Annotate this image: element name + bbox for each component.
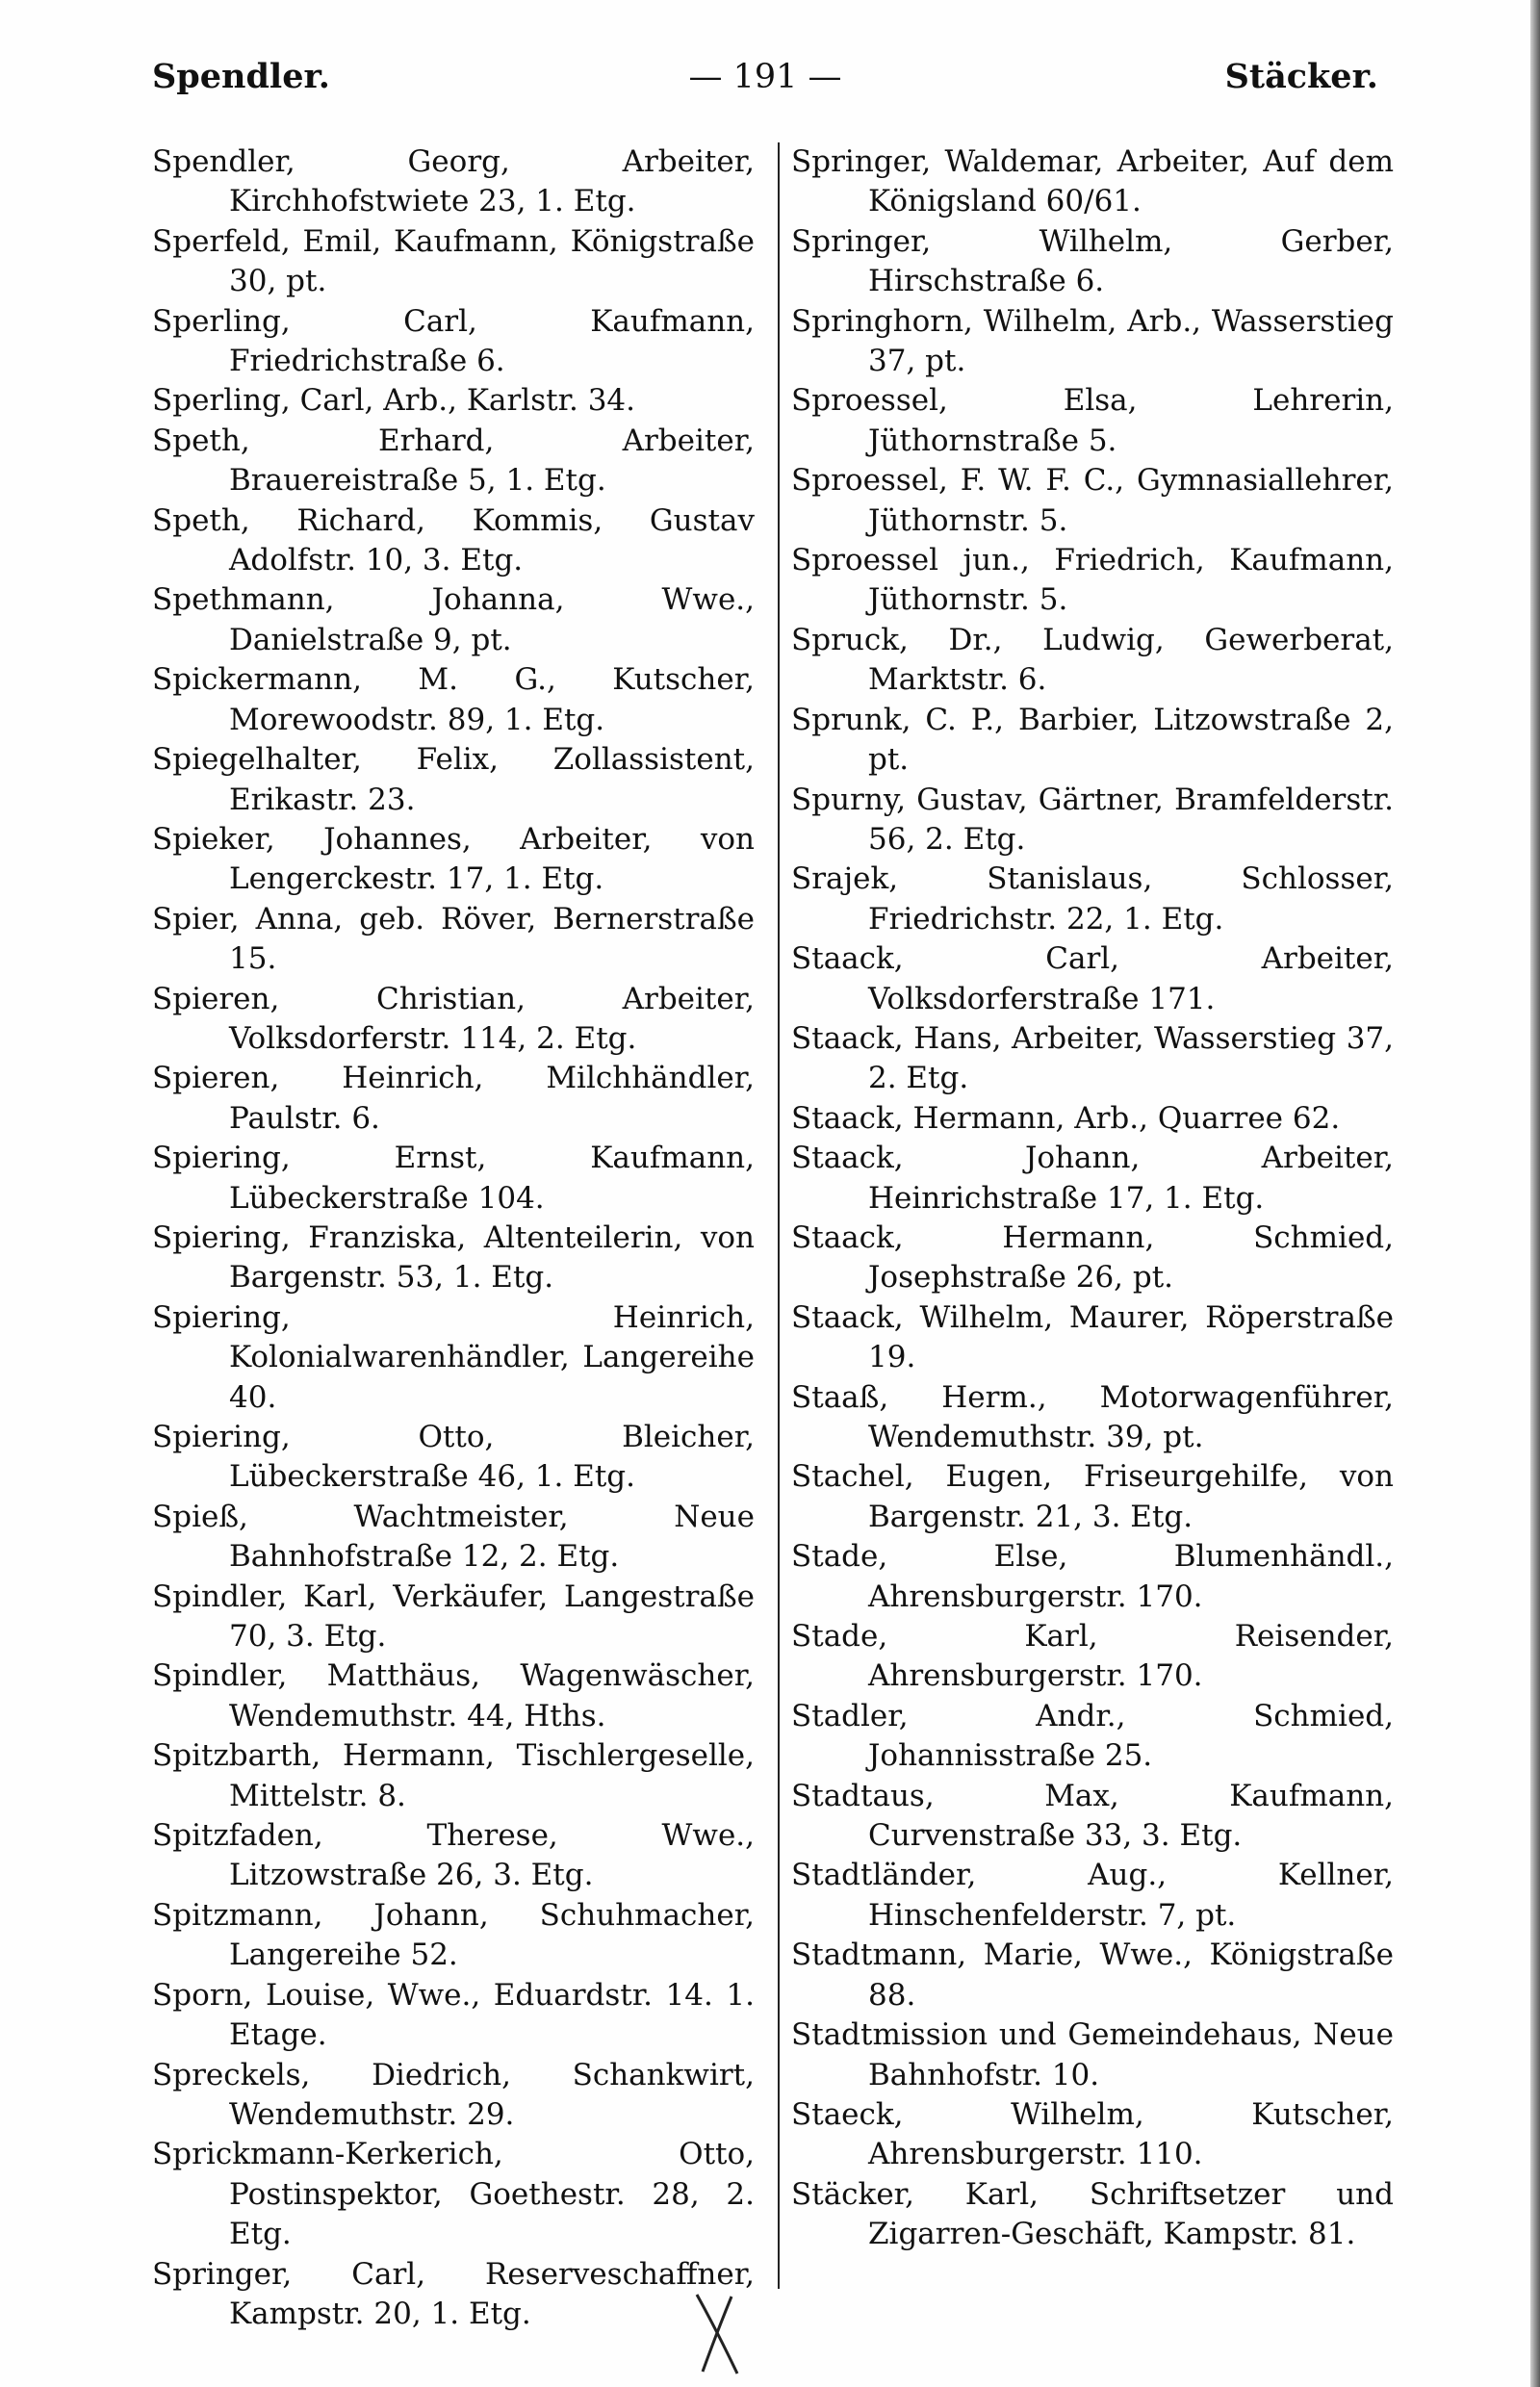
directory-entry: Sporn, Louise, Wwe., Eduardstr. 14. 1. Etage.: [152, 1977, 755, 2053]
directory-entry: Spieker, Johannes, Arbeiter, von Lengerckestr. 17, 1. Etg.: [152, 821, 755, 897]
directory-entry: Spreckels, Diedrich, Schankwirt, Wendemuthstr. 29.: [152, 2057, 755, 2132]
directory-entry: Stadtländer, Aug., Kellner, Hinschenfelderstr. 7, pt.: [791, 1858, 1394, 1933]
directory-entry: Spier, Anna, geb. Röver, Bernerstraße 15.: [152, 901, 755, 977]
directory-entry: Spiering, Heinrich, Kolonialwarenhändler, Langereihe 40.: [152, 1299, 755, 1415]
directory-entry: Spieren, Christian, Arbeiter, Volksdorferstr. 114, 2. Etg.: [152, 981, 755, 1056]
directory-entry: Spieren, Heinrich, Milchhändler, Paulstr. 6.: [152, 1061, 755, 1136]
page-edge: [1530, 0, 1540, 2387]
directory-entry: Sproessel, Elsa, Lehrerin, Jüthornstraße 5.: [791, 383, 1394, 458]
directory-entry: Springer, Wilhelm, Gerber, Hirschstraße 6.: [791, 223, 1394, 299]
directory-entry: Stade, Else, Blumenhändl., Ahrensburgerstr. 170.: [791, 1539, 1394, 1614]
directory-entry: Spurny, Gustav, Gärtner, Bramfelderstr. 56, 2. Etg.: [791, 782, 1394, 857]
left-column: [152, 142, 755, 2334]
directory-entry: Speth, Richard, Kommis, Gustav Adolfstr. 10, 3. Etg.: [152, 502, 755, 578]
directory-entry: Spiegelhalter, Felix, Zollassistent, Erikastr. 23.: [152, 742, 755, 817]
column-divider: [778, 142, 780, 2289]
directory-entry: Staack, Wilhelm, Maurer, Röperstraße 19.: [791, 1299, 1394, 1375]
directory-entry: Staack, Johann, Arbeiter, Heinrichstraße 17, 1. Etg.: [791, 1141, 1394, 1216]
directory-entry: Springer, Waldemar, Arbeiter, Auf dem Königsland 60/61.: [791, 144, 1394, 219]
directory-entry: Sperfeld, Emil, Kaufmann, Königstraße 30, pt.: [152, 223, 755, 299]
directory-entry: Spiering, Franziska, Altenteilerin, von Bargenstr. 53, 1. Etg.: [152, 1219, 755, 1296]
page-number: — 191 —: [688, 58, 842, 96]
directory-entry: Spitzbarth, Hermann, Tischlergeselle, Mittelstr. 8.: [152, 1738, 755, 1813]
directory-entry: Stadtaus, Max, Kaufmann, Curvenstraße 33, 3. Etg.: [791, 1778, 1394, 1854]
directory-entry: Spieß, Wachtmeister, Neue Bahnhofstraße 12, 2. Etg.: [152, 1499, 755, 1575]
directory-entry: Sprickmann-Kerkerich, Otto, Postinspektor, Goethestr. 28, 2. Etg.: [152, 2137, 755, 2252]
directory-entry: Staack, Hermann, Schmied, Josephstraße 26, pt.: [791, 1219, 1394, 1296]
directory-entry: Spickermann, M. G., Kutscher, Morewoodstr. 89, 1. Etg.: [152, 662, 755, 737]
pencil-cross-mark: [689, 2291, 747, 2377]
directory-entry: Srajek, Stanislaus, Schlosser, Friedrichstr. 22, 1. Etg.: [791, 861, 1394, 937]
header-first-entry: Spendler.: [152, 57, 330, 96]
directory-entry: Springer, Carl, Reserveschaffner, Kampstr. 20, 1. Etg.: [152, 2256, 755, 2331]
directory-entry: Spitzfaden, Therese, Wwe., Litzowstraße 26, 3. Etg.: [152, 1818, 755, 1893]
directory-entry: Staack, Carl, Arbeiter, Volksdorferstraße 171.: [791, 941, 1394, 1016]
directory-entry: Spiering, Otto, Bleicher, Lübeckerstraße 46, 1. Etg.: [152, 1420, 755, 1495]
directory-entry: Sperling, Carl, Arb., Karlstr. 34.: [152, 383, 636, 419]
directory-entry: Spruck, Dr., Ludwig, Gewerberat, Marktstr. 6.: [791, 622, 1394, 698]
header-last-entry: Stäcker.: [1224, 57, 1378, 96]
directory-entry: Stadtmission und Gemeindehaus, Neue Bahnhofstr. 10.: [791, 2017, 1394, 2092]
directory-entry: Stadler, Andr., Schmied, Johannisstraße 25.: [791, 1698, 1394, 1774]
directory-entry: Staack, Hans, Arbeiter, Wasserstieg 37, 2. Etg.: [791, 1020, 1394, 1096]
directory-entry: Sperling, Carl, Kaufmann, Friedrichstraße 6.: [152, 303, 755, 379]
directory-entry: Springhorn, Wilhelm, Arb., Wasserstieg 37, pt.: [791, 303, 1394, 379]
directory-entry: Spindler, Matthäus, Wagenwäscher, Wendemuthstr. 44, Hths.: [152, 1658, 755, 1733]
directory-entry: Speth, Erhard, Arbeiter, Brauereistraße 5, 1. Etg.: [152, 423, 755, 499]
directory-entry: Stadtmann, Marie, Wwe., Königstraße 88.: [791, 1938, 1394, 2013]
directory-entry: Staeck, Wilhelm, Kutscher, Ahrensburgerstr. 110.: [791, 2096, 1394, 2172]
directory-entry: Spethmann, Johanna, Wwe., Danielstraße 9, pt.: [152, 582, 755, 657]
directory-entry: Staaß, Herm., Motorwagenführer, Wendemuthstr. 39, pt.: [791, 1379, 1394, 1454]
page-header: [152, 48, 1378, 106]
directory-entry: Stachel, Eugen, Friseurgehilfe, von Bargenstr. 21, 3. Etg.: [791, 1459, 1394, 1534]
directory-entry: Sprunk, C. P., Barbier, Litzowstraße 2, pt.: [791, 702, 1394, 778]
directory-entry: Staack, Hermann, Arb., Quarree 62.: [791, 1100, 1341, 1136]
directory-entry: Spitzmann, Johann, Schuhmacher, Langereihe 52.: [152, 1897, 755, 1973]
directory-entry: Spendler, Georg, Arbeiter, Kirchhofstwiete 23, 1. Etg.: [152, 144, 755, 219]
directory-entry: Spiering, Ernst, Kaufmann, Lübeckerstraße 104.: [152, 1141, 755, 1216]
directory-entry: Stade, Karl, Reisender, Ahrensburgerstr. 170.: [791, 1619, 1394, 1694]
right-column: [791, 142, 1394, 2255]
directory-entry: Sproessel jun., Friedrich, Kaufmann, Jüthornstr. 5.: [791, 543, 1394, 618]
directory-entry: Spindler, Karl, Verkäufer, Langestraße 70, 3. Etg.: [152, 1578, 755, 1655]
directory-entry: Sproessel, F. W. F. C., Gymnasiallehrer, Jüthornstr. 5.: [791, 463, 1394, 538]
directory-entry: Stäcker, Karl, Schriftsetzer und Zigarren-Geschäft, Kampstr. 81.: [791, 2176, 1394, 2252]
